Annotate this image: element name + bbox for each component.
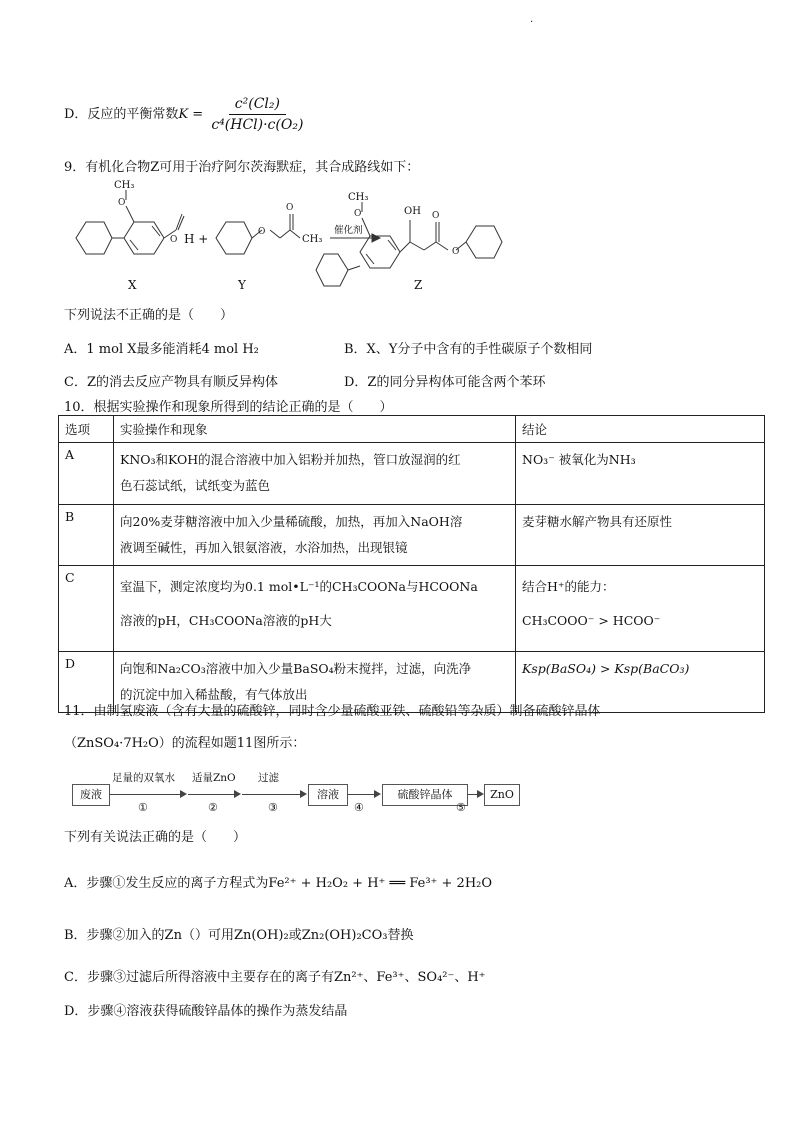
q11-stem-line2: （ZnSO₄·7H₂O）的流程如题11图所示： [64, 736, 306, 751]
flow-box-crystal: 硫酸锌晶体 [382, 784, 468, 806]
row-conclusion-line1: Ksp(BaSO₄) > Ksp(BaCO₃) [522, 661, 690, 676]
row-operation-line1: KNO₃和KOH的混合溶液中加入铝粉并加热，管口放湿润的红 [120, 452, 461, 467]
q9-stem: 9．有机化合物Z可用于治疗阿尔茨海默症，其合成路线如下： [64, 160, 420, 175]
step1-label: 足量的双氧水 [112, 772, 175, 784]
table-row [59, 566, 765, 652]
label-y: Y [238, 278, 246, 292]
row-conclusion [516, 566, 765, 652]
label-x: X [128, 278, 137, 292]
catalyst-label: 催化剂 [334, 225, 363, 236]
row-option: D [59, 652, 114, 713]
row-conclusion-line1: 麦芽糖水解产物具有还原性 [522, 514, 673, 529]
z-benzene-ring [360, 236, 400, 268]
q8d-fraction [211, 96, 303, 133]
step2-number: ② [208, 801, 218, 814]
step5-number: ⑤ [456, 801, 466, 814]
z-thp-ring-2 [466, 226, 502, 258]
q9-option-b: B．X、Y分子中含有的手性碳原子个数相同 [344, 342, 593, 357]
svg-text:O: O [118, 198, 126, 208]
row-operation [114, 443, 516, 505]
q9-option-c: C．Z的消去反应产物具有顺反异构体 [64, 375, 278, 390]
table-row [59, 443, 765, 505]
q9-option-d: D．Z的同分异构体可能含两个苯环 [344, 375, 546, 390]
row-operation-line1: 室温下，测定浓度均为0.1 mol•L⁻¹的CH₃COONa与HCOONa [120, 579, 478, 594]
flow-box-waste: 废液 [72, 784, 110, 806]
svg-text:O: O [354, 209, 362, 219]
reaction-scheme-diagram [66, 178, 596, 298]
step2-label: 适量ZnO [192, 772, 236, 784]
q11-option-d: D．步骤④溶液获得硫酸锌晶体的操作为蒸发结晶 [64, 1004, 348, 1019]
svg-text:O: O [432, 211, 440, 221]
step3-number: ③ [268, 801, 278, 814]
q10-stem: 10．根据实验操作和现象所得到的结论正确的是（ ） [64, 400, 393, 415]
q8d-prefix: D．反应的平衡常数 [64, 107, 179, 122]
q9-reaction-scheme [66, 178, 596, 298]
svg-text:O: O [170, 235, 178, 245]
row-conclusion [516, 505, 765, 566]
flow-box-zno: ZnO [484, 784, 520, 806]
q9-question: 下列说法不正确的是（ ） [64, 308, 234, 323]
row-conclusion-line1: 结合H⁺的能力： [522, 579, 615, 594]
row-operation-line2: 溶液的pH，CH₃COONa溶液的pH大 [120, 613, 332, 628]
top-dot-mark: . [530, 14, 534, 25]
q9-option-a: A．1 mol X最多能消耗4 mol H₂ [64, 342, 259, 357]
row-conclusion [516, 443, 765, 505]
header-conclusion: 结论 [516, 416, 765, 443]
z-ch3-label: CH₃ [348, 192, 369, 203]
step4-number: ④ [354, 801, 364, 814]
row-operation-line2: 的沉淀中加入稀盐酸，有气体放出 [120, 687, 308, 702]
q10-table [58, 415, 765, 713]
row-option: B [59, 505, 114, 566]
row-operation [114, 505, 516, 566]
z-oh-label: OH [404, 206, 421, 217]
y-ch3-label: CH₃ [302, 234, 323, 245]
header-operation: 实验操作和现象 [114, 416, 516, 443]
row-operation-line1: 向20%麦芽糖溶液中加入少量稀硫酸，加热，再加入NaOH溶 [120, 514, 463, 529]
flow-box-solution: 溶液 [308, 784, 348, 806]
x-ch3-label: CH₃ [114, 180, 135, 191]
table-header-row [59, 416, 765, 443]
step3-label: 过滤 [258, 772, 279, 784]
q8d-denominator: c⁴(HCl)·c(O₂) [211, 117, 304, 133]
q11-option-b: B．步骤②加入的Zn（）可用Zn(OH)₂或Zn₂(OH)₂CO₃替换 [64, 928, 414, 943]
label-z: Z [414, 278, 423, 292]
q8-option-d: D．反应的平衡常数K = $\frac{\text{c²(Cl₂)}}{\text{c⁴(HCl)·c(O₂)}}$ [64, 96, 304, 133]
q11-option-a: A．步骤①发生反应的离子方程式为Fe²⁺ + H₂O₂ + H⁺ ══ Fe³⁺ + 2H₂O [64, 876, 493, 891]
row-operation-line1: 向饱和Na₂CO₃溶液中加入少量BaSO₄粉末搅拌，过滤，向洗净 [120, 661, 472, 676]
step1-number: ① [138, 801, 148, 814]
q8d-k: K [178, 107, 189, 122]
q11-question: 下列有关说法正确的是（ ） [64, 830, 247, 845]
row-option: A [59, 443, 114, 505]
row-conclusion-line1: NO₃⁻ 被氧化为NH₃ [522, 452, 636, 467]
q11-stem-line1: 11．由制氢废液（含有大量的硫酸锌，同时含少量硫酸亚铁、硫酸铅等杂质）制备硫酸锌晶体 [64, 704, 601, 719]
svg-text:O: O [452, 247, 460, 257]
q11-process-flow [72, 768, 520, 824]
q8d-numerator: c²(Cl₂) [229, 96, 286, 115]
x-plus-h: H + [184, 232, 209, 246]
row-operation [114, 566, 516, 652]
svg-text:O: O [286, 203, 294, 213]
header-option: 选项 [59, 416, 114, 443]
row-conclusion-line2: CH₃COOO⁻ > HCOO⁻ [522, 613, 661, 628]
z-thp-ring [316, 254, 348, 286]
row-operation-line2: 液调至碱性，再加入银氨溶液，水浴加热，出现银镜 [120, 540, 408, 555]
row-operation-line2: 色石蕊试纸，试纸变为蓝色 [120, 478, 271, 493]
table-row [59, 505, 765, 566]
x-benzene-ring [124, 222, 164, 254]
row-option: C [59, 566, 114, 652]
svg-text:O: O [258, 227, 266, 237]
y-thp-ring [216, 222, 252, 254]
q11-option-c: C．步骤③过滤后所得溶液中主要存在的离子有Zn²⁺、Fe³⁺、SO₄²⁻、H⁺ [64, 970, 486, 985]
x-thp-ring [76, 222, 112, 254]
